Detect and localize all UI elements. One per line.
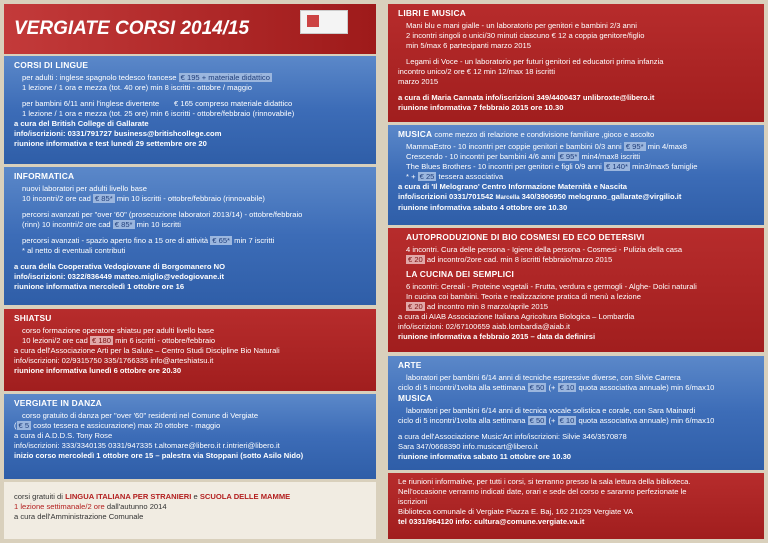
text: 1 lezione settimanale/2 ore <box>14 502 105 512</box>
panel-musica <box>388 125 764 225</box>
text: Crescendo - 10 incontri per bambini 4/6 anni <box>406 152 556 162</box>
shiatsu-contact: info/iscrizioni: 02/9315750 335/1766335 info@arteshiatsu.it <box>14 356 214 366</box>
text: ( <box>14 421 17 431</box>
price-tag: € 180 <box>91 336 111 346</box>
footer-contact: tel 0331/964120 info: cultura@comune.vergiate.va.it <box>398 517 585 527</box>
libri-line: 2 incontri singoli o unici/30 minuti ciascuno € 12 a coppia genitore/figlio <box>406 31 645 41</box>
section-heading: ARTE <box>398 360 422 370</box>
section-heading: CORSI DI LINGUE <box>14 60 89 70</box>
text: 340/3906950 melograno_gallarate@virgilio.it <box>519 192 682 202</box>
text: min 4/max8 <box>647 142 687 152</box>
text: min 10 iscritti - ottobre/febbraio (rinnovabile) <box>116 194 265 204</box>
info-organizer: a cura della Cooperativa Vedogiovane di Borgomanero NO <box>14 262 225 272</box>
stranieri-organizer: a cura dell'Amministrazione Comunale <box>14 512 144 522</box>
musica-line <box>398 152 754 162</box>
cosmesi-line: 6 incontri: Cereali - Proteine vegetali - Frutta, verdura e germogli - Alghe- Dolci naturali <box>406 282 697 292</box>
info-meeting: riunione informativa mercoledì 1 ottobre ore 16 <box>14 282 185 292</box>
price-tag: € 50 <box>529 383 545 393</box>
info-line: percorsi avanzati per "over '60" (prosecuzione laboratori 2013/14) - ottobre/febbraio <box>22 210 303 220</box>
arte-line: laboratori per bambini 6/14 anni di tecnica vocale solistica e corale, con Sara Mainardi <box>406 406 696 416</box>
danza-line <box>14 421 366 431</box>
price-tag: € 95* <box>625 142 644 152</box>
panel-footer <box>388 473 764 539</box>
section-heading: SHIATSU <box>14 313 52 323</box>
panel-lingue <box>4 56 376 164</box>
musica-line <box>398 142 754 152</box>
musica-organizer: a cura di 'Il Melograno' Centro Informazione Maternità e Nascita <box>398 182 627 192</box>
price-tag: € 5 <box>18 421 30 431</box>
info-line <box>14 236 366 246</box>
libri-meeting: riunione informativa 7 febbraio 2015 ore 10.30 <box>398 103 564 113</box>
footer-line: Nell'occasione verranno indicati date, orari e sede del corso e saranno perfezionate le <box>398 487 687 497</box>
text: ciclo di 5 incontri/1volta alla settimana <box>398 383 526 393</box>
text: tessera associativa <box>436 172 504 182</box>
text: ad incontro min 8 marzo/aprile 2015 <box>424 302 549 312</box>
info-line: nuovi laboratori per adulti livello base <box>22 184 147 194</box>
info-line <box>14 220 366 230</box>
musica-contact <box>398 192 754 203</box>
footer-line: iscrizioni <box>398 497 428 507</box>
text: percorsi avanzati - spazio aperto fino a 15 ore di attività <box>22 236 209 246</box>
libri-line: Legami di Voce - un laboratorio per futuri genitori ed educatori prima infanzia <box>406 57 664 67</box>
cosmesi-meeting: riunione informativa a febbraio 2015 – data da definirsi <box>398 332 596 342</box>
arte-line <box>398 416 754 426</box>
text: * + <box>406 172 418 182</box>
cosmesi-line: 4 incontri. Cura delle persona - Igiene della persona - Cosmesi - Pulizia della casa <box>406 245 683 255</box>
libri-line: min 5/max 6 partecipanti marzo 2015 <box>406 41 531 51</box>
text: ad incontro/2ore cad. min 8 iscritti febbraio/marzo 2015 <box>424 255 613 265</box>
panel-cosmesi <box>388 228 764 352</box>
price-tag: € 195 + materiale didattico <box>180 73 270 83</box>
arte-meeting: riunione informativa sabato 11 ottobre ore 10.30 <box>398 452 572 462</box>
text: corsi gratuiti di <box>14 492 66 501</box>
cosmesi-line <box>398 255 754 265</box>
section-heading: LA CUCINA DEI SEMPLICI <box>406 269 515 280</box>
text: (+ <box>546 416 558 426</box>
text: min 7 iscritti <box>234 236 275 246</box>
stranieri-line <box>14 502 366 512</box>
panel-shiatsu <box>4 309 376 391</box>
libri-line: Mani blu e mani gialle - un laboratorio per genitori e bambini 2/3 anni <box>406 21 637 31</box>
text: 10 incontri/2 ore cad <box>22 194 91 204</box>
libri-line: marzo 2015 <box>398 77 439 87</box>
cosmesi-line: In cucina coi bambini. Teoria e realizzazione pratica di menù a lezione <box>406 292 641 302</box>
cosmesi-organizer: a cura di AIAB Associazione Italiana Agricoltura Biologica – Lombardia <box>398 312 635 322</box>
text: come mezzo di relazione e condivisione familiare ,gioco e ascolto <box>432 130 655 139</box>
text: LINGUA ITALIANA PER STRANIERI <box>65 492 192 501</box>
section-heading: MUSICA <box>398 129 433 139</box>
arte-line <box>398 383 754 393</box>
arte-contact: Sara 347/0668390 info.musicart@libero.it <box>398 442 538 452</box>
musica-meeting: riunione informativa sabato 4 ottobre ore 10.30 <box>398 203 568 213</box>
panel-danza <box>4 394 376 479</box>
price-tag: € 165 compreso materiale didattico <box>174 99 293 109</box>
text: info/iscrizioni 0331/701542 <box>398 192 496 202</box>
text: MammaEstro - 10 incontri per coppie genitori e bambini 0/3 anni <box>406 142 622 152</box>
text: min 10 iscritti <box>136 220 181 230</box>
page-title-text: VERGIATE CORSI 2014/15 <box>14 18 250 39</box>
info-line <box>14 194 366 204</box>
text: quota associativa annuale) min 6/max10 <box>576 383 715 393</box>
footer-line: Le riunioni informative, per tutti i corsi, si terranno presso la sala lettura della biblioteca. <box>398 477 691 486</box>
section-heading: AUTOPRODUZIONE DI BIO COSMESI ED ECO DETERSIVI <box>406 232 645 242</box>
text: e <box>191 492 200 501</box>
text: (rinn) 10 incontri/2 ore cad <box>22 220 111 230</box>
text: (+ <box>546 383 558 393</box>
comune-logo-icon <box>300 10 348 34</box>
panel-arte <box>388 356 764 470</box>
lingue-line: 1 lezione / 1 ora e mezza (tot. 25 ore) min 6 iscritti - ottobre/febbraio (rinnovabile) <box>22 109 295 119</box>
shiatsu-meeting: riunione informativa lunedì 6 ottobre ore 20.30 <box>14 366 182 376</box>
text: The Blues Brothers - 10 incontri per genitori e figli 0/9 anni <box>406 162 602 172</box>
panel-informatica <box>4 167 376 305</box>
text: SCUOLA DELLE MAMME <box>199 492 291 501</box>
price-tag: € 85* <box>114 220 133 230</box>
shiatsu-organizer: a cura dell'Associazione Arti per la Salute – Centro Studi Discipline Bio Naturali <box>14 346 280 356</box>
cosmesi-contact: info/iscrizioni: 02/67100659 aiab.lombardia@aiab.it <box>398 322 570 332</box>
price-tag: € 140* <box>605 162 628 172</box>
danza-line: corso gratuito di danza per "over '60" residenti nel Comune di Vergiate <box>22 411 259 421</box>
price-tag: € 10 <box>559 383 575 393</box>
lingue-line: 1 lezione / 1 ora e mezza (tot. 40 ore) min 8 iscritti - ottobre / maggio <box>22 83 253 93</box>
section-heading: VERGIATE IN DANZA <box>14 398 102 408</box>
section-heading: LIBRI E MUSICA <box>398 8 466 18</box>
text: costo tessera e assicurazione) max 20 ottobre - maggio <box>31 421 221 431</box>
musica-line <box>398 162 754 172</box>
price-tag: € 20 <box>408 255 423 265</box>
price-tag: € 10 <box>559 416 575 426</box>
text: min4/max8 iscritti <box>581 152 641 162</box>
price-tag: € 65* <box>212 236 231 246</box>
page-title <box>4 4 376 54</box>
arte-organizer: a cura dell'Associazione Music'Art info/iscrizioni: Silvie 346/3570878 <box>398 432 627 442</box>
text: per adulti : inglese spagnolo tedesco francese <box>22 73 177 83</box>
panel-libri <box>388 4 764 122</box>
stranieri-line <box>14 492 366 502</box>
price-tag: € 20 <box>408 302 423 312</box>
danza-contact: info/iscrizioni: 333/3340135 0331/947335 t.altomare@libero.it r.intrieri@libero.it <box>14 441 280 451</box>
price-tag: € 50 <box>529 416 545 426</box>
arte-line: laboratori per bambini 6/14 anni di tecniche espressive diverse, con Silvie Carrera <box>406 373 681 383</box>
cosmesi-line <box>398 302 754 312</box>
lingue-contact: info/iscrizioni: 0331/791727 business@britishcollege.com <box>14 129 222 139</box>
left-column <box>0 0 380 543</box>
panel-stranieri <box>4 482 376 539</box>
danza-start: inizio corso mercoledì 1 ottobre ore 15 – palestra via Stoppani (sotto Asilo Nido) <box>14 451 304 461</box>
text: Marcella <box>495 195 520 202</box>
info-contact: info/iscrizioni: 0322/836449 matteo.miglio@vedogiovane.it <box>14 272 224 282</box>
right-column <box>384 0 768 543</box>
footer-address: Biblioteca comunale di Vergiate Piazza E. Baj, 162 21029 Vergiate VA <box>398 507 633 517</box>
danza-organizer: a cura di A.D.D.S. Tony Rose <box>14 431 113 441</box>
text: ciclo di 5 incontri/1volta alla settimana <box>398 416 526 426</box>
lingue-organizer: a cura del British College di Gallarate <box>14 119 149 129</box>
price-tag: € 25 <box>419 172 435 182</box>
text: per bambini 6/11 anni l'inglese divertente <box>22 99 160 109</box>
musica-heading-line <box>398 129 754 140</box>
section-heading: INFORMATICA <box>14 171 75 181</box>
text: 10 lezioni/2 ore cad <box>22 336 88 346</box>
libri-line: incontro unico/2 ore € 12 min 12/max 18 iscritti <box>398 67 556 77</box>
text: min 6 iscritti - ottobre/febbraio <box>115 336 216 346</box>
lingue-line <box>14 99 366 109</box>
info-line: * al netto di eventuali contributi <box>22 246 126 256</box>
libri-organizer: a cura di Maria Cannata info/iscrizioni 349/4400437 unlibroxte@libero.it <box>398 93 655 103</box>
section-heading: MUSICA <box>398 393 433 404</box>
text: min3/max5 famiglie <box>632 162 698 172</box>
lingue-meeting: riunione informativa e test lunedì 29 settembre ore 20 <box>14 139 207 149</box>
shiatsu-line: corso formazione operatore shiatsu per adulti livello base <box>22 326 215 336</box>
text: quota associativa annuale) min 6/max10 <box>576 416 715 426</box>
shiatsu-line <box>14 336 366 346</box>
musica-line <box>398 172 754 182</box>
text: dall'autunno 2014 <box>104 502 167 512</box>
price-tag: € 85* <box>94 194 113 204</box>
lingue-line <box>14 73 366 83</box>
price-tag: € 95* <box>559 152 578 162</box>
